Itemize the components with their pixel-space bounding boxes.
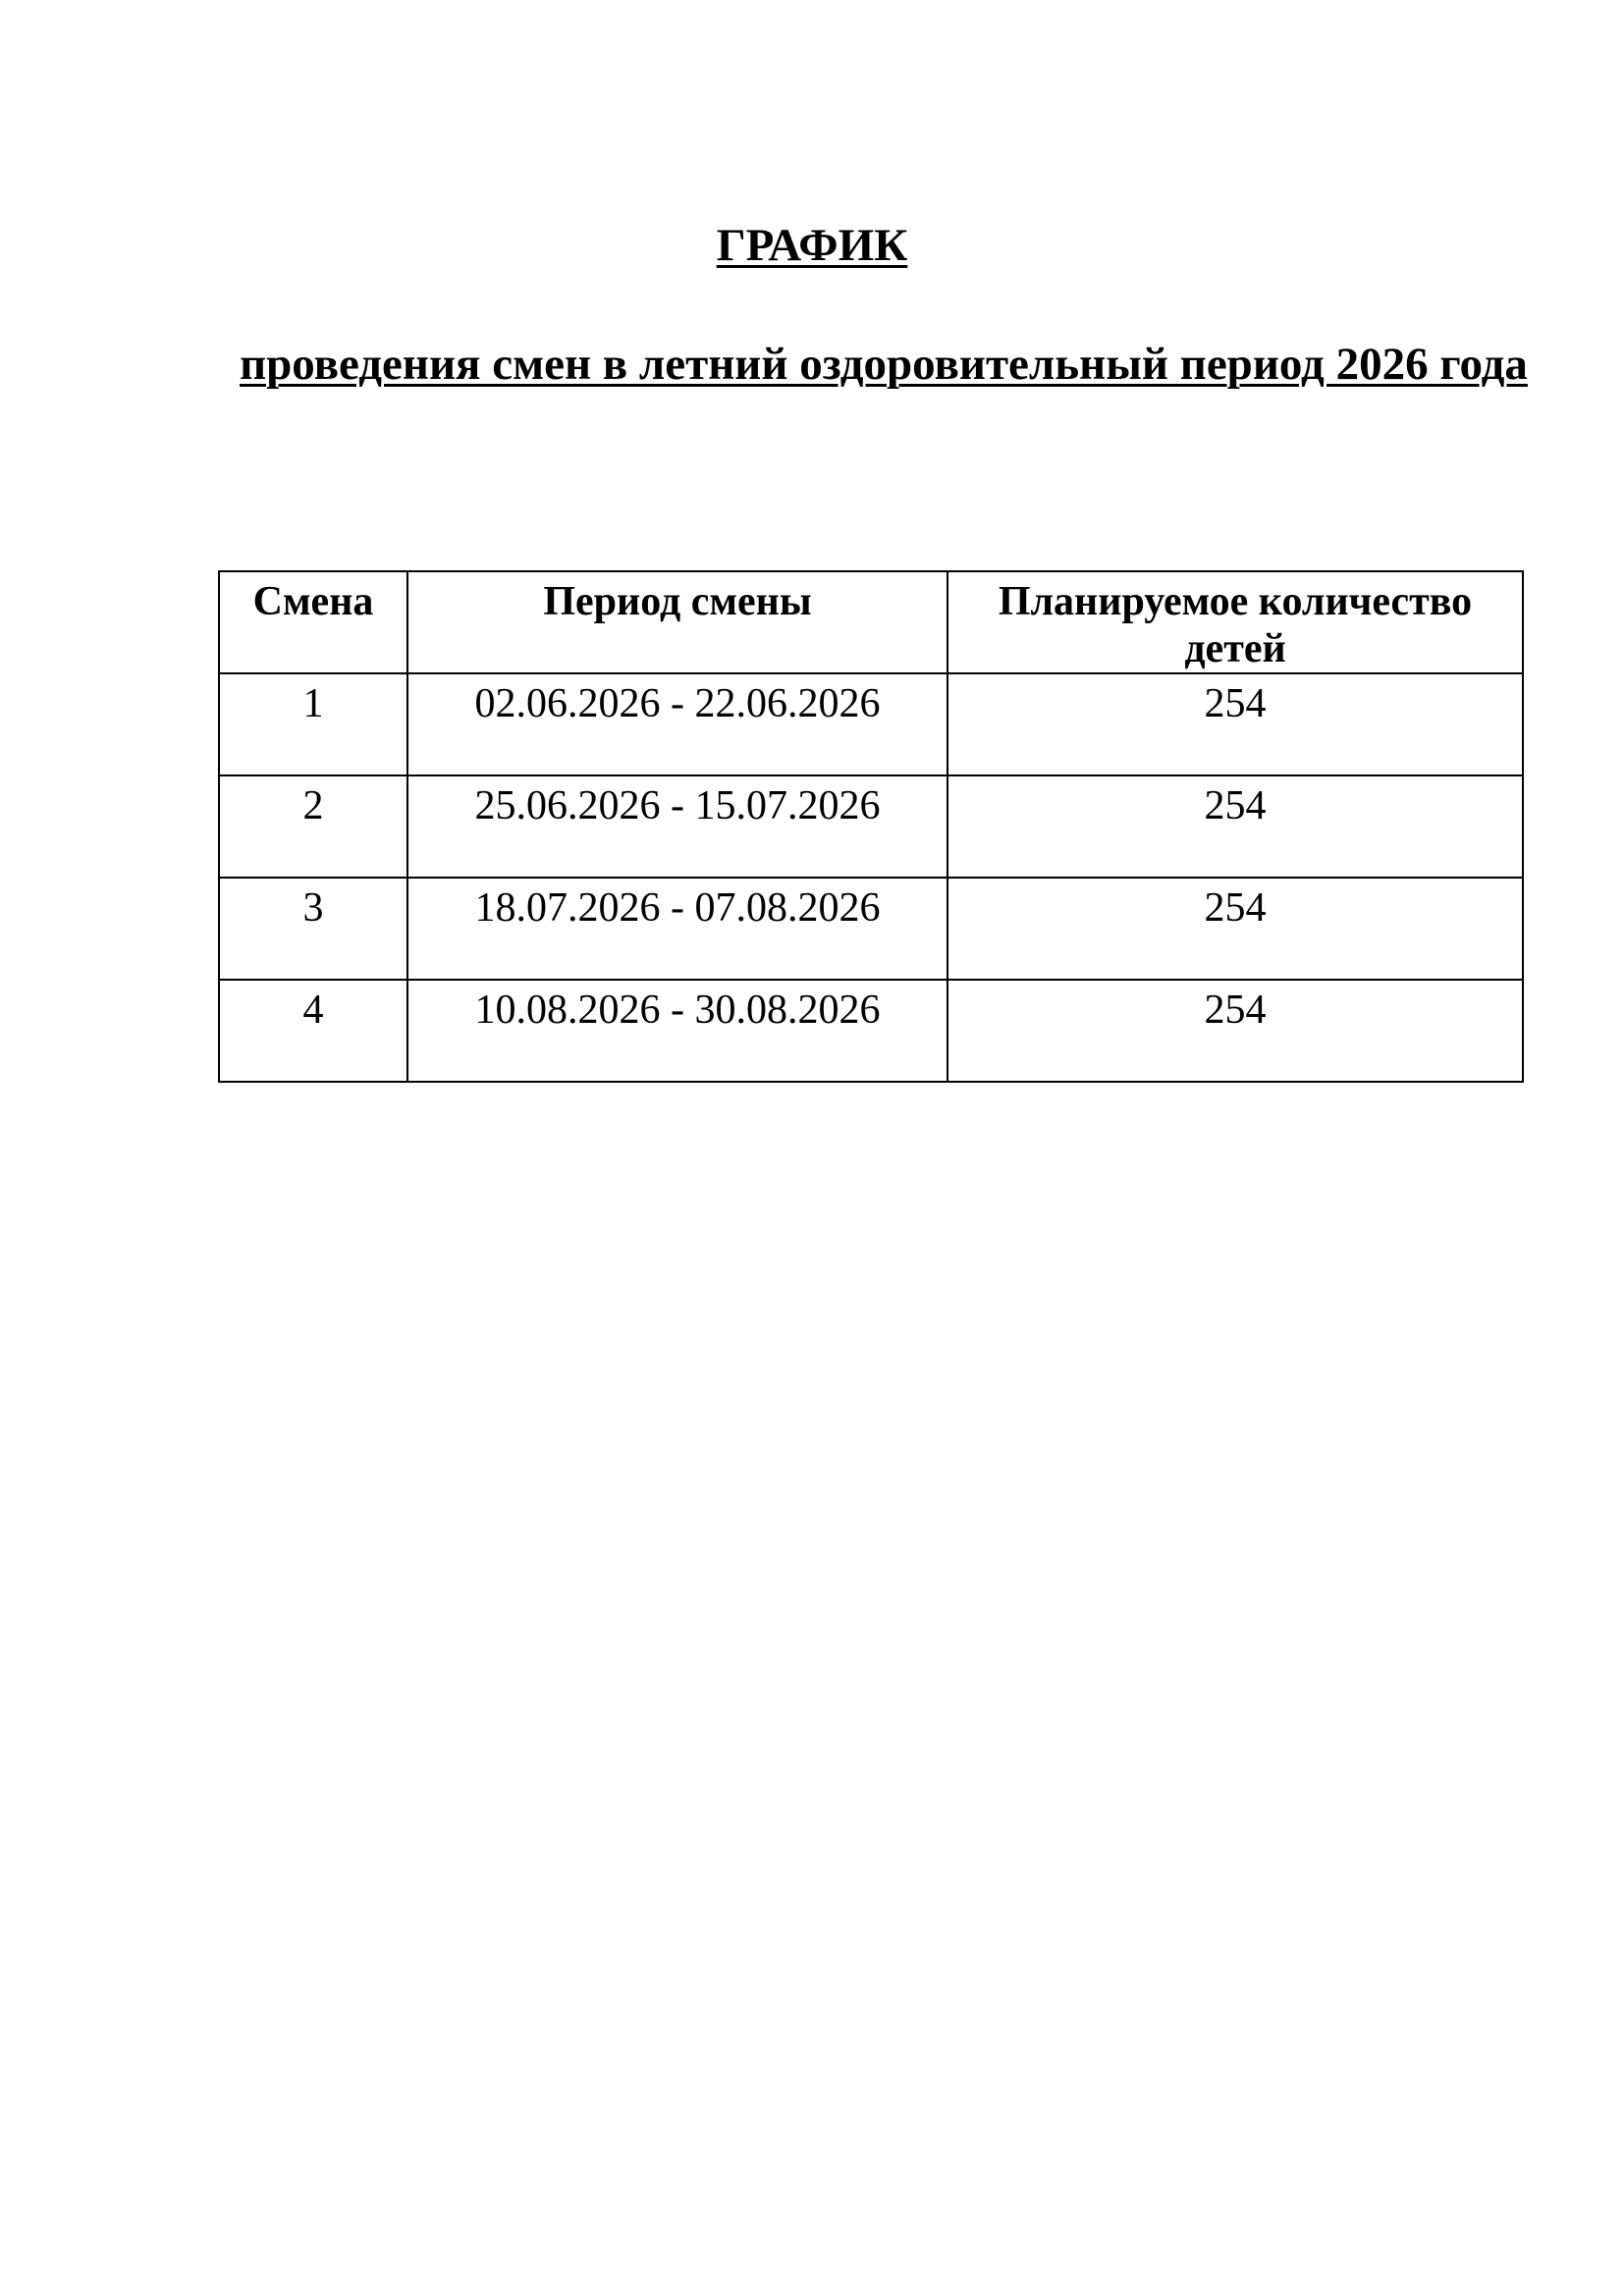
table-row — [219, 673, 1523, 775]
table-row — [219, 775, 1523, 878]
cell-shift-period: 18.07.2026 - 07.08.2026 — [407, 878, 947, 980]
header-shift: Смена — [219, 571, 407, 673]
cell-shift-number: 2 — [219, 775, 407, 878]
cell-shift-number: 4 — [219, 980, 407, 1082]
cell-shift-period: 10.08.2026 - 30.08.2026 — [407, 980, 947, 1082]
header-planned-children: Планируемое количество детей — [947, 571, 1523, 673]
cell-planned-children: 254 — [947, 775, 1523, 878]
document-subtitle: проведения смен в летний оздоровительный период 2026 года — [240, 339, 1528, 390]
document-title: ГРАФИК — [716, 220, 908, 271]
cell-shift-number: 3 — [219, 878, 407, 980]
cell-shift-period: 25.06.2026 - 15.07.2026 — [407, 775, 947, 878]
shift-schedule-table — [218, 570, 1524, 1083]
header-shift-period: Период смены — [407, 571, 947, 673]
cell-shift-period: 02.06.2026 - 22.06.2026 — [407, 673, 947, 775]
cell-planned-children: 254 — [947, 878, 1523, 980]
table-header-row — [219, 571, 1523, 673]
cell-shift-number: 1 — [219, 673, 407, 775]
cell-planned-children: 254 — [947, 980, 1523, 1082]
table-row — [219, 980, 1523, 1082]
table-row — [219, 878, 1523, 980]
cell-planned-children: 254 — [947, 673, 1523, 775]
